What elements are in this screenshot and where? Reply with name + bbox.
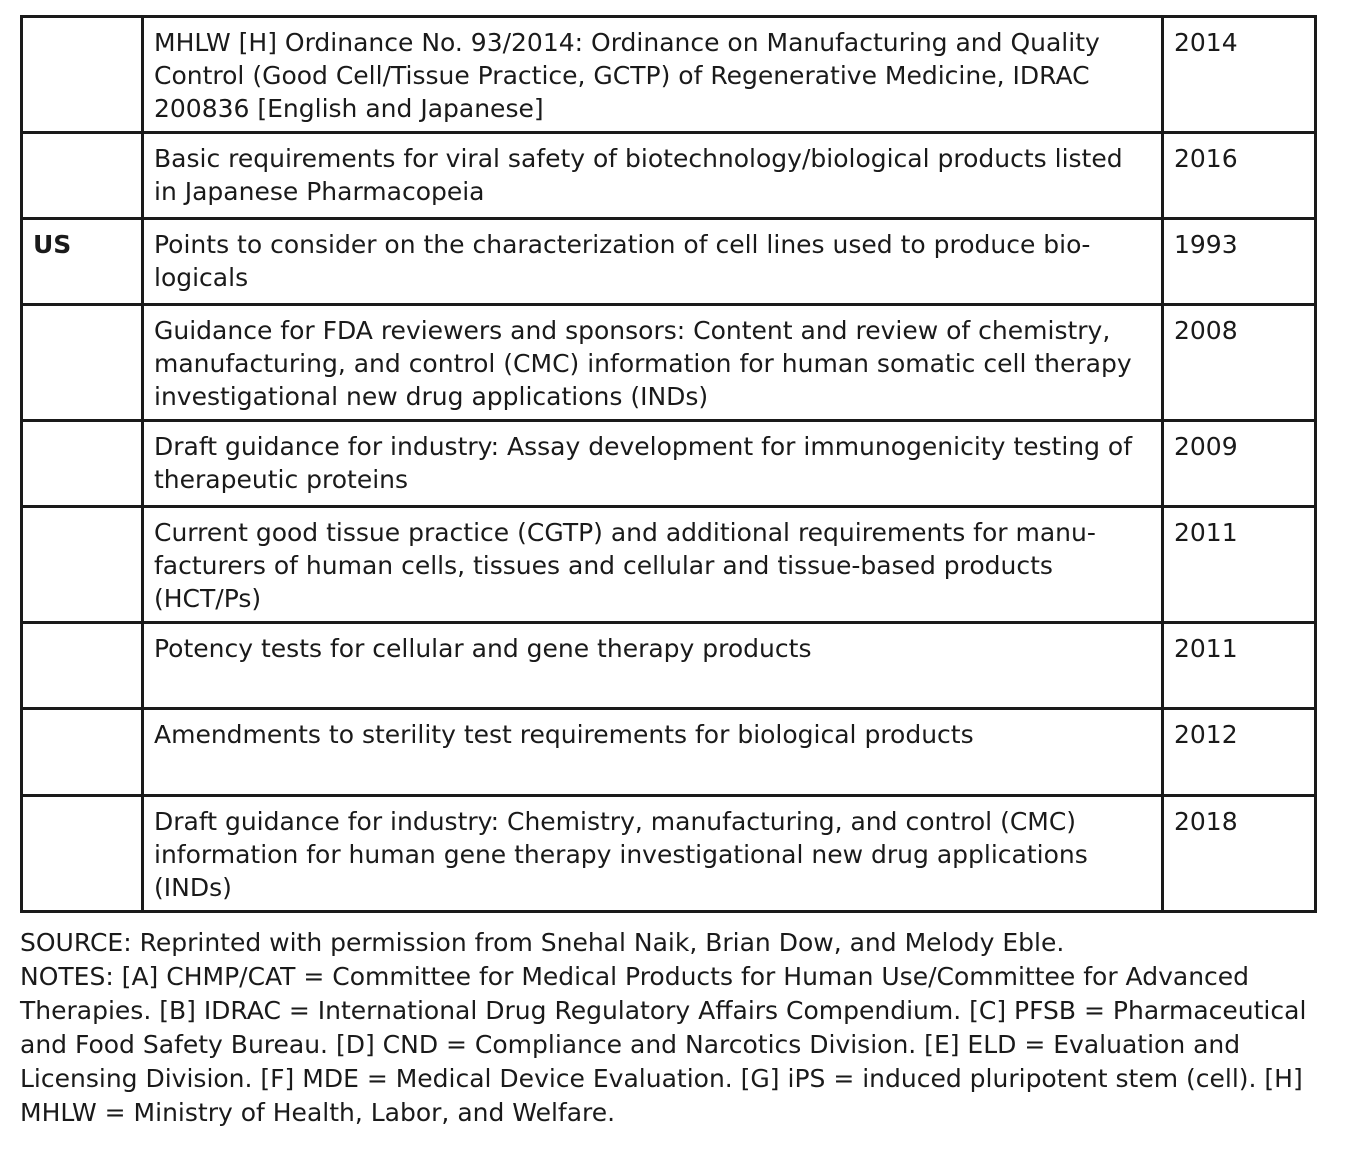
year-cell: 2016	[1163, 133, 1316, 219]
table-row	[22, 507, 1316, 623]
year-cell: 2011	[1163, 623, 1316, 709]
year-cell: 2014	[1163, 17, 1316, 133]
document-cell: Amendments to sterility test requirements for biological products	[143, 709, 1163, 796]
document-cell: MHLW [H] Ordinance No. 93/2014: Ordinance on Manufacturing and Quality Control (Good Cell/Tissue Practice, GCTP) of Regenerative Medicine, IDRAC 200836 [English and Japanese]	[143, 17, 1163, 133]
table-row	[22, 796, 1316, 912]
table-row	[22, 623, 1316, 709]
document-cell: Guidance for FDA reviewers and sponsors: Content and review of chemistry, manufacturing, and control (CMC) information for human somatic cell therapy investigational new drug applications (INDs)	[143, 305, 1163, 421]
year-cell: 2018	[1163, 796, 1316, 912]
regulatory-guidance-table	[20, 15, 1317, 913]
year-cell: 2009	[1163, 421, 1316, 507]
document-cell: Basic requirements for viral safety of biotechnology/biological products listed in Japanese Pharmacopeia	[143, 133, 1163, 219]
country-cell	[22, 133, 143, 219]
country-cell	[22, 507, 143, 623]
table-footnotes	[20, 926, 1320, 1130]
abbreviation-notes: NOTES: [A] CHMP/CAT = Committee for Medical Products for Human Use/Committee for Advanced Therapies. [B] IDRAC = International Drug Regulatory Affairs Compendium. [C] PFSB = Pharmaceutical and Food Safety Bureau. [D] CND = Compliance and Narcotics Division. [E] ELD = Evaluation and Licensing Division. [F] MDE = Medical Device Evaluation. [G] iPS = induced pluripotent stem (cell). [H] MHLW = Ministry of Health, Labor, and Welfare.	[20, 962, 1307, 1127]
table-row	[22, 133, 1316, 219]
document-cell: Current good tissue practice (CGTP) and additional requirements for manufacturers of human cells, tissues and cellular and tissue-based products (HCT/Ps)	[143, 507, 1163, 623]
country-cell: US	[22, 219, 143, 305]
country-cell	[22, 796, 143, 912]
year-cell: 1993	[1163, 219, 1316, 305]
year-cell: 2012	[1163, 709, 1316, 796]
table-row	[22, 219, 1316, 305]
table-row	[22, 421, 1316, 507]
country-cell	[22, 709, 143, 796]
country-cell	[22, 421, 143, 507]
year-cell: 2008	[1163, 305, 1316, 421]
document-cell: Draft guidance for industry: Assay development for immunogenicity testing of therapeutic proteins	[143, 421, 1163, 507]
document-cell: Potency tests for cellular and gene therapy products	[143, 623, 1163, 709]
country-cell	[22, 305, 143, 421]
table-row	[22, 305, 1316, 421]
table-row	[22, 17, 1316, 133]
document-cell: Draft guidance for industry: Chemistry, manufacturing, and control (CMC) information for human gene therapy investigational new drug applications (INDs)	[143, 796, 1163, 912]
country-cell	[22, 17, 143, 133]
country-cell	[22, 623, 143, 709]
table-row	[22, 709, 1316, 796]
year-cell: 2011	[1163, 507, 1316, 623]
source-note: SOURCE: Reprinted with permission from Snehal Naik, Brian Dow, and Melody Eble.	[20, 928, 1065, 957]
document-cell: Points to consider on the characterization of cell lines used to produce biologicals	[143, 219, 1163, 305]
